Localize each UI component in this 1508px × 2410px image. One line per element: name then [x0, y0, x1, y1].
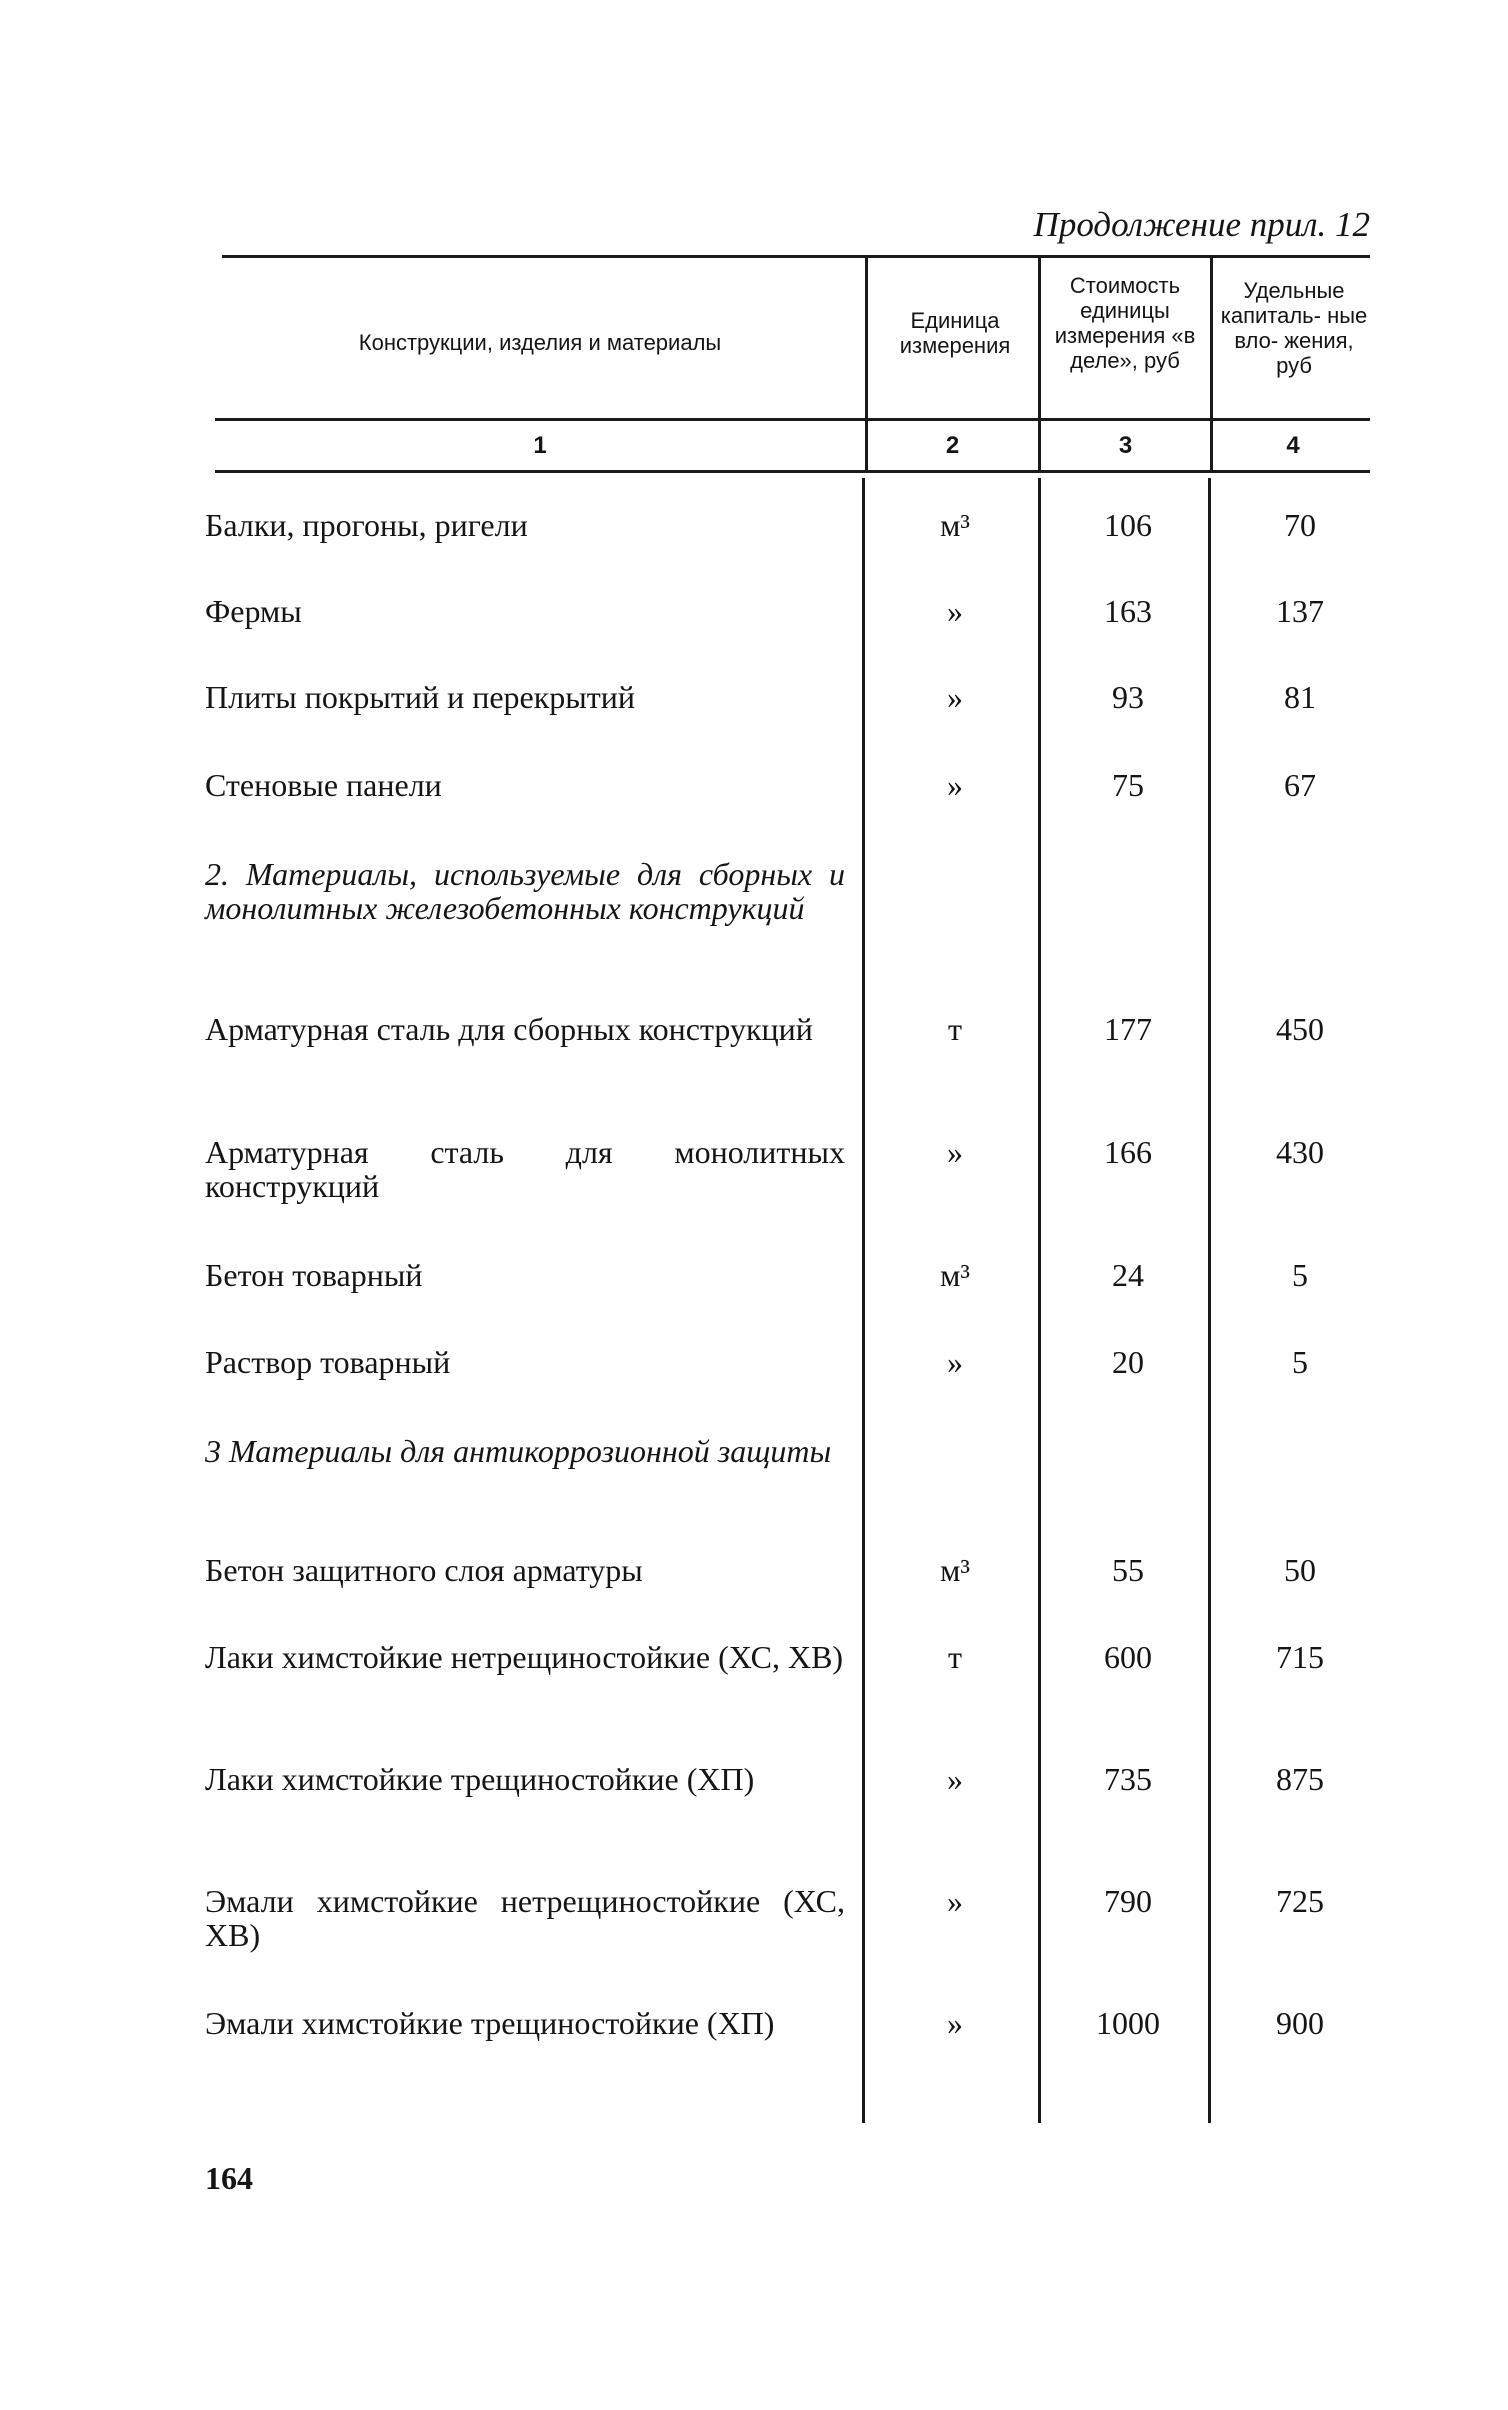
column-divider-2: [1038, 258, 1041, 470]
row-investment: 5: [1292, 1257, 1308, 1293]
row-investment: 70: [1284, 507, 1316, 543]
row-cost: 735: [1104, 1761, 1152, 1797]
row-name: Лаки химстойкие нетрещиностойкие (ХС, ХВ): [205, 1639, 844, 1675]
table-row: [0, 2006, 1508, 2086]
table-row: [0, 680, 1508, 760]
row-investment: 137: [1276, 593, 1324, 629]
row-cost: 93: [1112, 679, 1144, 715]
row-investment: 430: [1276, 1134, 1324, 1170]
row-unit: т: [948, 1639, 962, 1675]
row-cost: 106: [1104, 507, 1152, 543]
colnum-2: 2: [945, 432, 960, 459]
row-cost: 790: [1104, 1883, 1152, 1919]
row-investment: 715: [1276, 1639, 1324, 1675]
table-row: [0, 594, 1508, 674]
row-investment: 81: [1284, 679, 1316, 715]
row-investment: 725: [1276, 1883, 1324, 1919]
row-unit: м³: [940, 1257, 970, 1293]
number-row-bottom-rule: [215, 470, 1370, 473]
table-row: [0, 1640, 1508, 1720]
column-divider-1: [865, 258, 868, 470]
continuation-caption: Продолжение прил. 12: [1033, 205, 1370, 244]
row-investment: 67: [1284, 767, 1316, 803]
row-name: Арматурная сталь для сборных конструкций: [205, 1011, 813, 1047]
table-row: [0, 1884, 1508, 1964]
table-row: [0, 1762, 1508, 1842]
colnum-3: 3: [1118, 432, 1133, 459]
section-heading-3: 3 Материалы для антикоррозионной защиты: [205, 1433, 832, 1469]
row-name: Плиты покрытий и перекрытий: [205, 679, 636, 715]
row-unit: »: [947, 1761, 963, 1797]
row-unit: »: [947, 679, 963, 715]
table-top-rule: [222, 255, 1370, 258]
row-cost: 20: [1112, 1344, 1144, 1380]
row-name: Бетон защитного слоя арматуры: [205, 1552, 643, 1588]
header-bottom-rule: [215, 418, 1370, 421]
row-name: Балки, прогоны, ригели: [205, 507, 528, 543]
row-unit: »: [947, 1883, 963, 1919]
row-unit: »: [947, 2005, 963, 2041]
row-investment: 875: [1276, 1761, 1324, 1797]
row-investment: 900: [1276, 2005, 1324, 2041]
row-unit: »: [947, 593, 963, 629]
row-unit: м³: [940, 1552, 970, 1588]
section-heading-2: 2. Материалы, используемые для сборных и монолитных железобетонных конструкций: [205, 856, 845, 926]
row-cost: 1000: [1096, 2005, 1160, 2041]
row-cost: 163: [1104, 593, 1152, 629]
row-unit: »: [947, 767, 963, 803]
table-row: [0, 1553, 1508, 1633]
colnum-1: 1: [533, 432, 547, 459]
row-name: Бетон товарный: [205, 1257, 423, 1293]
row-cost: 24: [1112, 1257, 1144, 1293]
row-cost: 600: [1104, 1639, 1152, 1675]
header-col3: Стоимость единицы измерения «в деле», руб: [1054, 273, 1196, 373]
colnum-4: 4: [1286, 432, 1300, 459]
table-row: [0, 1135, 1508, 1215]
row-name: Стеновые панели: [205, 767, 442, 803]
row-name: Раствор товарный: [205, 1344, 451, 1380]
row-cost: 75: [1112, 767, 1144, 803]
row-investment: 450: [1276, 1011, 1324, 1047]
row-name: Лаки химстойкие трещиностойкие (ХП): [205, 1761, 755, 1797]
header-col4: Удельные капиталь- ные вло- жения, руб: [1220, 278, 1368, 378]
row-name: Фермы: [205, 593, 302, 629]
table-row: [0, 768, 1508, 848]
row-investment: 5: [1292, 1344, 1308, 1380]
header-col2: Единица измерения: [899, 308, 1011, 358]
row-investment: 50: [1284, 1552, 1316, 1588]
header-col1: Конструкции, изделия и материалы: [358, 330, 722, 355]
row-name: Эмали химстойкие нетрещиностойкие (ХС, ХВ): [205, 1883, 845, 1953]
row-unit: »: [947, 1134, 963, 1170]
row-unit: »: [947, 1344, 963, 1380]
page-number: 164: [205, 2160, 253, 2196]
table-row: [0, 508, 1508, 588]
row-cost: 177: [1104, 1011, 1152, 1047]
row-name: Арматурная сталь для монолитных конструкций: [205, 1134, 845, 1204]
row-unit: м³: [940, 507, 970, 543]
row-name: Эмали химстойкие трещиностойкие (ХП): [205, 2005, 775, 2041]
row-cost: 166: [1104, 1134, 1152, 1170]
table-row: [0, 1345, 1508, 1425]
row-cost: 55: [1112, 1552, 1144, 1588]
table-row: [0, 1012, 1508, 1092]
table-row: [0, 1258, 1508, 1338]
row-unit: т: [948, 1011, 962, 1047]
